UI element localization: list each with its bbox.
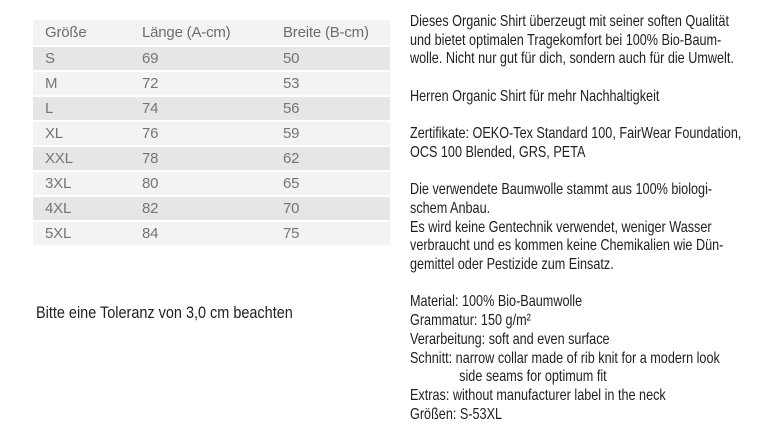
width-cell: 59	[271, 122, 390, 147]
size-cell: M	[33, 72, 130, 97]
width-cell: 65	[271, 172, 390, 197]
length-cell: 69	[130, 47, 271, 72]
size-cell: 3XL	[33, 172, 130, 197]
size-table	[33, 20, 390, 247]
table-row	[33, 97, 390, 122]
length-cell: 74	[130, 97, 271, 122]
column-header-size: Größe	[33, 20, 130, 47]
table-row	[33, 147, 390, 172]
width-cell: 56	[271, 97, 390, 122]
width-cell: 70	[271, 197, 390, 222]
length-cell: 78	[130, 147, 271, 172]
length-cell: 82	[130, 197, 271, 222]
width-cell: 53	[271, 72, 390, 97]
description-intro: Dieses Organic Shirt überzeugt mit seiner soften Qualität und bietet optimalen Tragekomfort bei 100% Bio-Baum- wolle. Nicht nur gut für dich, sondern auch für die Umwelt.	[410, 13, 734, 68]
cotton-info-text: Die verwendete Baumwolle stammt aus 100% biologi- schem Anbau. Es wird keine Gentechnik verwendet, weniger Wasser verbraucht und es kommen keine Chemikalien wie Dün- gemittel oder Pestizide zum Einsatz.	[410, 181, 724, 274]
size-cell: XL	[33, 122, 130, 147]
length-cell: 84	[130, 222, 271, 247]
size-table-head	[33, 20, 390, 47]
table-row	[33, 222, 390, 247]
column-header-length: Länge (A-cm)	[130, 20, 271, 47]
table-row	[33, 197, 390, 222]
size-table-body	[33, 47, 390, 247]
width-cell: 50	[271, 47, 390, 72]
column-header-width: Breite (B-cm)	[271, 20, 390, 47]
table-row	[33, 122, 390, 147]
table-row	[33, 72, 390, 97]
width-cell: 75	[271, 222, 390, 247]
size-cell: 5XL	[33, 222, 130, 247]
length-cell: 80	[130, 172, 271, 197]
size-cell: XXL	[33, 147, 130, 172]
product-specs-text: Material: 100% Bio-Baumwolle Grammatur: 150 g/m² Verarbeitung: soft and even surface Schnitt: narrow collar made of rib knit for a modern look side seams for optimum fit Extras: without manufacturer label in the neck Größen: S-53XL	[410, 293, 720, 423]
size-cell: L	[33, 97, 130, 122]
table-row	[33, 172, 390, 197]
size-table-header-row	[33, 20, 390, 47]
length-cell: 72	[130, 72, 271, 97]
product-headline: Herren Organic Shirt für mehr Nachhaltigkeit	[410, 87, 660, 105]
length-cell: 76	[130, 122, 271, 147]
tolerance-note: Bitte eine Toleranz von 3,0 cm beachten	[36, 303, 293, 322]
certificates-text: Zertifikate: OEKO-Tex Standard 100, FairWear Foundation, OCS 100 Blended, GRS, PETA	[410, 125, 742, 161]
width-cell: 62	[271, 147, 390, 172]
size-cell: S	[33, 47, 130, 72]
size-cell: 4XL	[33, 197, 130, 222]
table-row	[33, 47, 390, 72]
product-description	[410, 13, 777, 424]
